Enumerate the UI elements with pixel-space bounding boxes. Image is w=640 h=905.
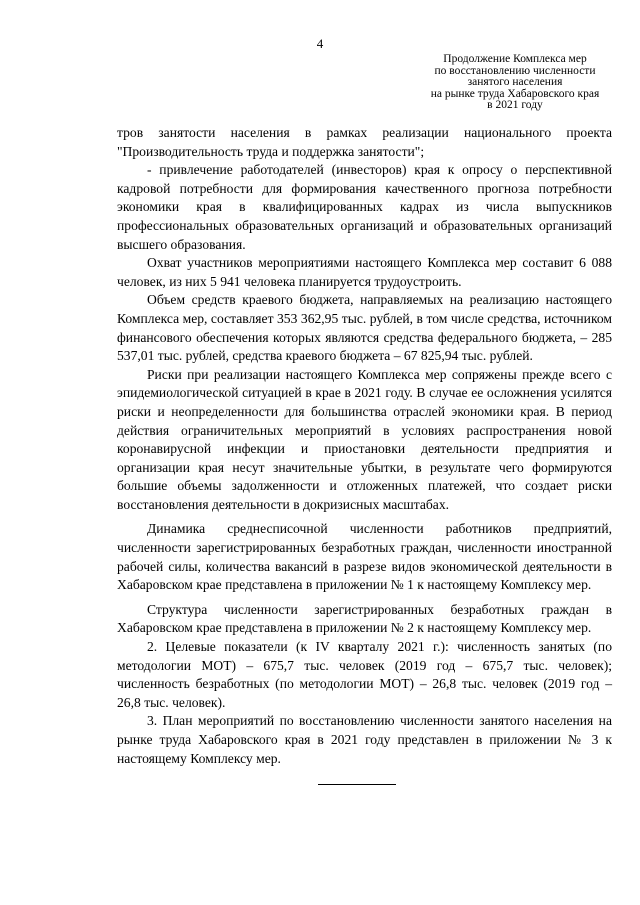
paragraph-continuation: тров занятости населения в рамках реализации национального проекта "Производительность труда и поддержка занятости"; (117, 125, 612, 159)
paragraph-bullet-employers: - привлечение работодателей (инвесторов) края к опросу о перспективной кадровой потребности для формирования качественного прогноза потребности экономики края в квалифицированных кадрах из числа выпускников профессиональных образовательных организаций и образовательных организаций высшего образования. (117, 162, 612, 252)
paragraph-target-indicators: 2. Целевые показатели (к IV кварталу 2021 г.): численность занятых (по методологии МОТ) – 675,7 тыс. человек (2019 год – 675,7 тыс. человек); численность безработных (по методологии МОТ) – 26,8 тыс. человек (2019 год – 26,8 тыс. человек). (117, 639, 612, 710)
running-header-line: на рынке труда Хабаровского края (430, 87, 600, 100)
closing-rule (318, 784, 396, 785)
running-header-line: занятого населения (467, 76, 563, 88)
running-header-line: по восстановлению численности (434, 64, 596, 77)
running-header-line: в 2021 году (487, 99, 543, 111)
paragraph-dynamics: Динамика среднесписочной численности работников предприятий, численности зарегистрированных безработных граждан, численности иностранной рабочей силы, количества вакансий в разрезе видов экономической деятельности в Хабаровском крае представлена в приложении № 1 к настоящему Комплексу мер. (117, 521, 612, 593)
paragraph-structure: Структура численности зарегистрированных безработных граждан в Хабаровском крае представлена в приложении № 2 к настоящему Комплексу мер. (117, 601, 612, 636)
running-header-line: Продолжение Комплекса мер (443, 53, 587, 65)
paragraph-participants: Охват участников мероприятиями настоящего Комплекса мер составит 6 088 человек, из них 5 941 человека планируется трудоустроить. (117, 255, 612, 289)
paragraph-risks: Риски при реализации настоящего Комплекса мер сопряжены прежде всего с эпидемиологической ситуацией в крае в 2021 году. В случае ее осложнения усилятся риски и неопределенности для большинства отраслей экономики края. В период действия ограничительных мероприятий в условиях распространения новой коронавирусной инфекции и приостановки деятельности предприятия и организации края несут значительные убытки, в результате чего формируются большие объемы задолженности и отложенных платежей, что создает риски восстановления деятельности в докризисных масштабах. (117, 366, 612, 512)
page-number: 4 (316, 36, 324, 51)
paragraph-budget: Объем средств краевого бюджета, направляемых на реализацию настоящего Комплекса мер, составляет 353 362,95 тыс. рублей, в том числе средства, источником финансового обеспечения которых являются средства федерального бюджета, – 285 537,01 тыс. рублей, средства краевого бюджета – 67 825,94 тыс. рублей. (117, 292, 612, 364)
paragraph-action-plan: 3. План мероприятий по восстановлению численности занятого населения на рынке труда Хабаровского края в 2021 году представлен в приложении № 3 к настоящему Комплексу мер. (117, 713, 612, 766)
document-body (117, 124, 612, 768)
running-header (404, 54, 626, 112)
